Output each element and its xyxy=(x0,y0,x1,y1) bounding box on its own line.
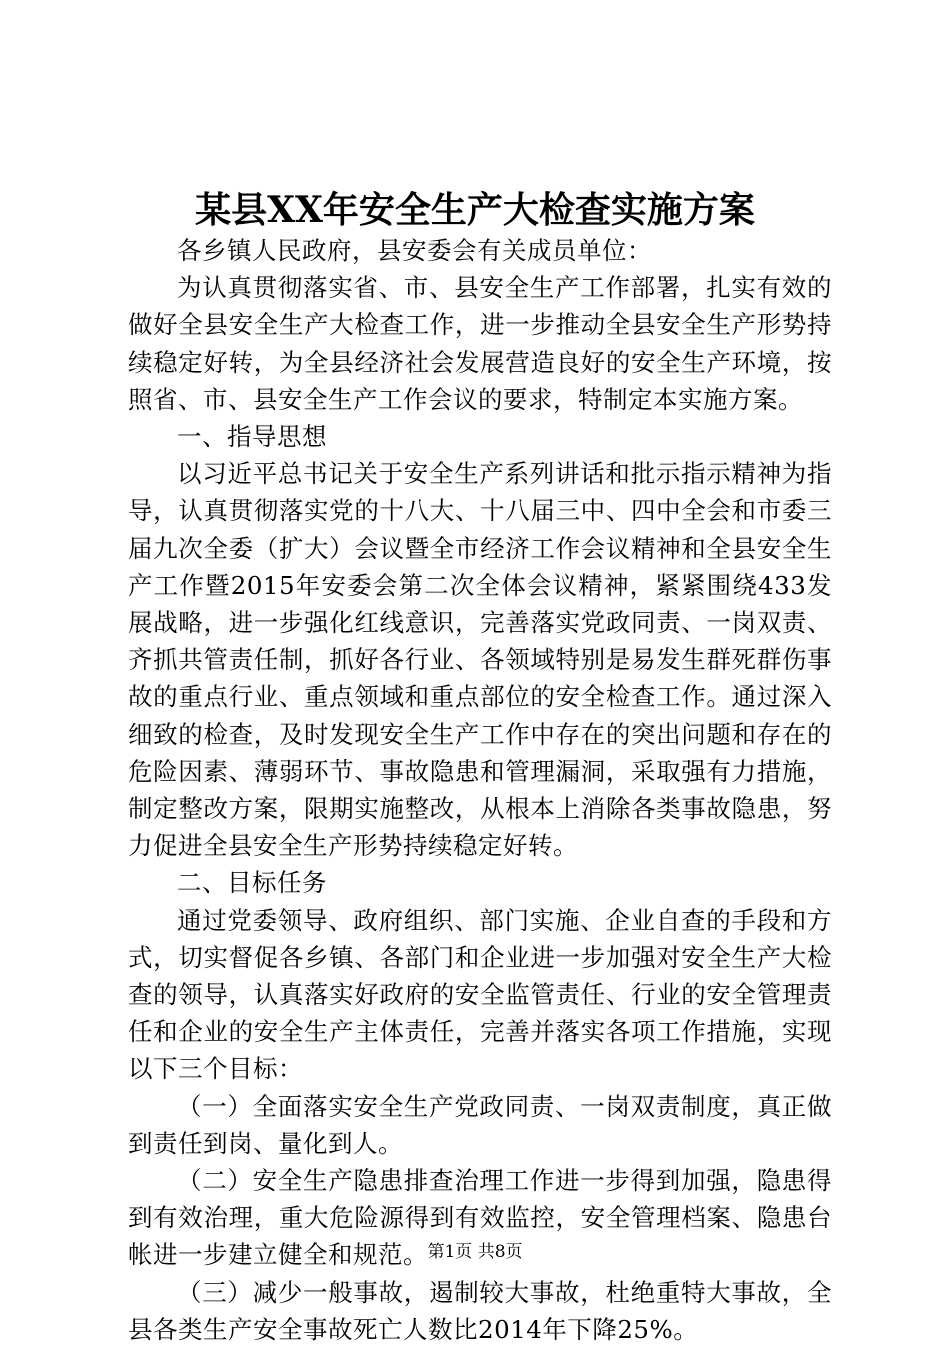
document-title: 某县XX年安全生产大检查实施方案 xyxy=(195,189,755,231)
salutation-paragraph: 各乡镇人民政府，县安委会有关成员单位： xyxy=(177,236,652,265)
intro-paragraph: 为认真贯彻落实省、市、县安全生产工作部署，扎实有效的做好全县安全生产大检查工作，进一步推动全县安全生产形势持续稳定好转，为全县经济社会发展营造良好的安全生产环境，按照省、市、县安全生产工作会议的要求，特制定本实施方案。 xyxy=(128,273,832,414)
guiding-ideology-paragraph: 以习近平总书记关于安全生产系列讲话和批示指示精神为指导，认真贯彻落实党的十八大、十八届三中、四中全会和市委三届九次全委（扩大）会议暨全市经济工作会议精神和全县安全生产工作暨2015年安委会第二次全体会议精神，紧紧围绕433发展战略，进一步强化红线意识，完善落实党政同责、一岗双责、齐抓共管责任制，抓好各行业、各领域特别是易发生群死群伤事故的重点行业、重点领域和重点部位的安全检查工作。通过深入细致的检查，及时发现安全生产工作中存在的突出问题和存在的危险因素、薄弱环节、事故隐患和管理漏洞，采取强有力措施，制定整改方案，限期实施整改，从根本上消除各类事故隐患，努力促进全县安全生产形势持续稳定好转。 xyxy=(128,459,832,861)
goal-item-2: （二）安全生产隐患排查治理工作进一步得到加强，隐患得到有效治理，重大危险源得到有效监控，安全管理档案、隐患台帐进一步建立健全和规范。 xyxy=(128,1166,832,1270)
goals-paragraph: 通过党委领导、政府组织、部门实施、企业自查的手段和方式，切实督促各乡镇、各部门和企业进一步加强对安全生产大检查的领导，认真落实好政府的安全监管责任、行业的安全管理责任和企业的安全生产主体责任，完善并落实各项工作措施，实现以下三个目标： xyxy=(128,905,832,1084)
section-heading-goals: 二、目标任务 xyxy=(177,868,327,898)
section-heading-guiding-ideology: 一、指导思想 xyxy=(177,422,327,452)
goal-item-3: （三）减少一般事故，遏制较大事故，杜绝重特大事故，全县各类生产安全事故死亡人数比2014年下降25%。 xyxy=(128,1277,832,1344)
page-number-footer: 第1页 共8页 xyxy=(427,1242,523,1262)
goal-item-1: （一）全面落实安全生产党政同责、一岗双责制度，真正做到责任到岗、量化到人。 xyxy=(128,1091,832,1158)
document-body xyxy=(128,232,832,1348)
